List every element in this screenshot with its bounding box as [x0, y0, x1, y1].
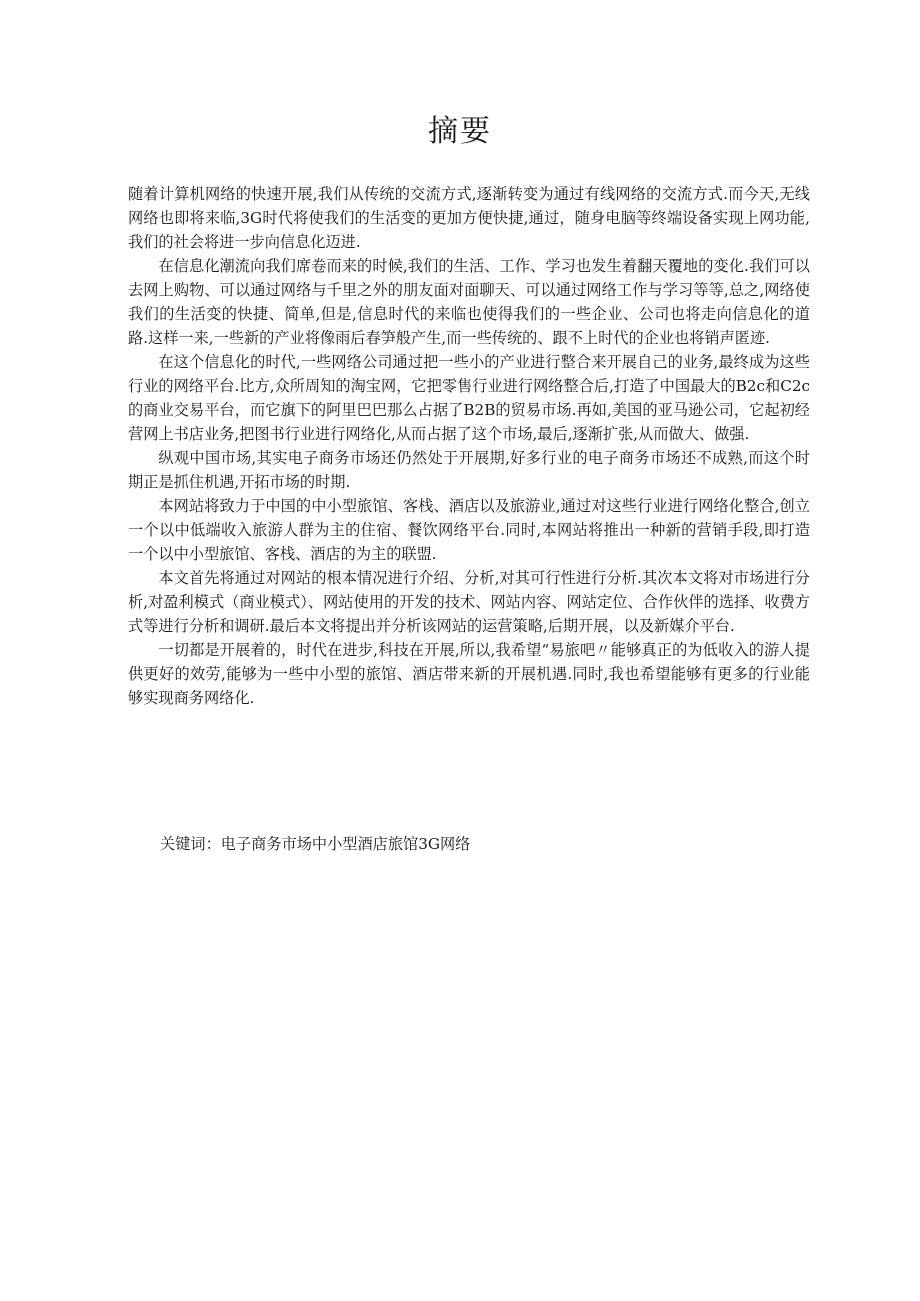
paragraph-3: 在这个信息化的时代,一些网络公司通过把一些小的产业进行整合来开展自己的业务,最终成为这些行业的网络平台.比方,众所周知的淘宝网，它把零售行业进行网络整合后,打造了中国最大的B2c和C2c的商业交易平台，而它旗下的阿里巴巴那么占据了B2B的贸易市场.再如,美国的亚马逊公司，它起初经营网上书店业务,把图书行业进行网络化,从而占据了这个市场,最后,逐渐扩张,从而做大、做强. [128, 353, 810, 443]
paragraph-4: 纵观中国市场,其实电子商务市场还仍然处于开展期,好多行业的电子商务市场还不成熟,而这个时期正是抓住机遇,开拓市场的时期. [128, 449, 810, 491]
abstract-body [128, 182, 810, 710]
paragraph-2: 在信息化潮流向我们席卷而来的时候,我们的生活、工作、学习也发生着翻天覆地的变化.我们可以去网上购物、可以通过网络与千里之外的朋友面对面聊天、可以通过网络工作与学习等等,总之,网络使我们的生活变的快捷、简单,但是,信息时代的来临也使得我们的一些企业、公司也将走向信息化的道路.这样一来,一些新的产业将像雨后春笋般产生,而一些传统的、跟不上时代的企业也将销声匿迹. [128, 257, 810, 347]
paragraph-1: 随着计算机网络的快速开展,我们从传统的交流方式,逐渐转变为通过有线网络的交流方式.而今天,无线网络也即将来临,3G时代将使我们的生活变的更加方便快捷,通过，随身电脑等终端设备实现上网功能,我们的社会将进一步向信息化迈进. [128, 185, 810, 251]
paragraph-5: 本网站将致力于中国的中小型旅馆、客栈、酒店以及旅游业,通过对这些行业进行网络化整合,创立一个以中低端收入旅游人群为主的住宿、餐饮网络平台.同时,本网站将推出一种新的营销手段,即打造一个以中小型旅馆、客栈、酒店的为主的联盟. [128, 497, 810, 563]
page-title: 摘要 [428, 114, 492, 149]
paragraph-7: 一切都是开展着的，时代在进步,科技在开展,所以,我希望“易旅吧〃能够真正的为低收入的游人提供更好的效劳,能够为一些中小型的旅馆、酒店带来新的开展机遇.同时,我也希望能够有更多的行业能够实现商务网络化. [128, 641, 810, 707]
keywords-line: 关键词：电子商务市场中小型酒店旅馆3G网络 [160, 835, 471, 853]
paragraph-6: 本文首先将通过对网站的根本情况进行介绍、分析,对其可行性进行分析.其次本文将对市场进行分析,对盈利模式（商业模式）、网站使用的开发的技术、网站内容、网站定位、合作伙伴的选择、收费方式等进行分析和调研.最后本文将提出并分析该网站的运营策略,后期开展，以及新媒介平台. [128, 569, 810, 635]
